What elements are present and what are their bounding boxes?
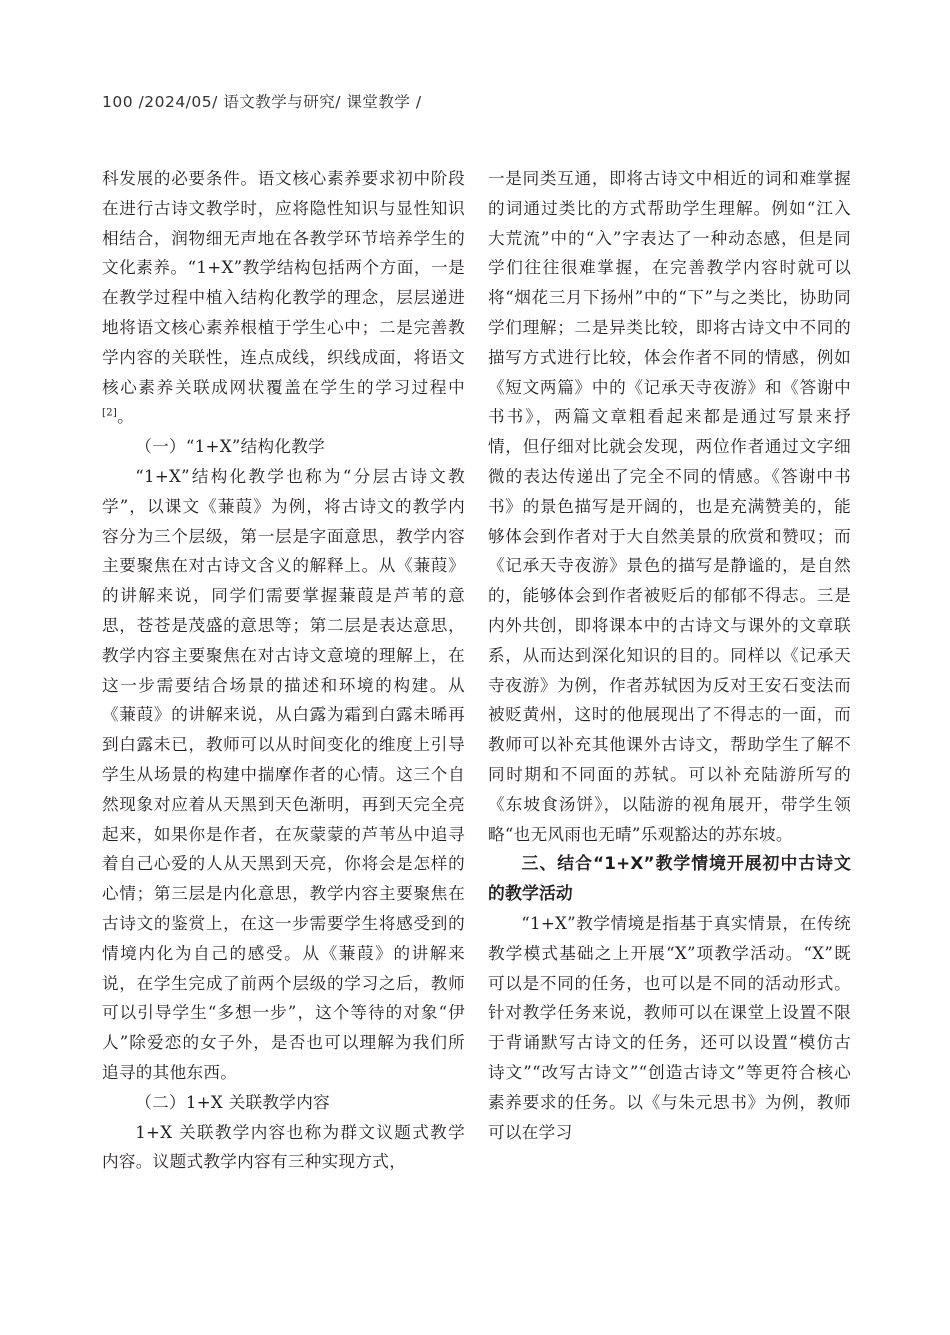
paragraph-text: 科发展的必要条件。语文核心素养要求初中阶段在进行古诗文教学时，应将隐性知识与显性知识相结合，润物细无声地在各教学环节培养学生的文化素养。“1+X”教学结构包括两个方面，一是在教学过程中植入结构化教学的理念，层层递进地将语文核心素养根植于学生心中；二是完善教学内容的关联性，连点成线，织线成面，将语文核心素养关联成网状覆盖在学生的学习过程中 (102, 169, 465, 397)
right-column (488, 164, 851, 1147)
paragraph-related-content: 1+X 关联教学内容也称为群文议题式教学内容。议题式教学内容有三种实现方式， (102, 1122, 465, 1172)
citation: [2] (102, 407, 118, 419)
running-head: 100 /2024/05/ 语文教学与研究/ 课堂教学 / (102, 93, 422, 111)
left-column (102, 164, 465, 1177)
paragraph-three-methods: 一是同类互通，即将古诗文中相近的词和难掌握的词通过类比的方式帮助学生理解。例如“江入大荒流”中的“入”字表达了一种动态感，但是同学们往往很难掌握，在完善教学内容时就可以将“烟花三月下扬州”中的“下”与之类比，协助同学们理解；二是异类比较，即将古诗文中不同的描写方式进行比较，体会作者不同的情感，例如《短文两篇》中的《记承天寺夜游》和《答谢中书书》，两篇文章粗看起来都是通过写景来抒情，但仔细对比就会发现，两位作者通过文字细微的表达传递出了完全不同的情感。《答谢中书书》的景色描写是开阔的，也是充满赞美的，能够体会到作者对于大自然美景的欣赏和赞叹；而《记承天寺夜游》景色的描写是静谧的，是自然的，能够体会到作者被贬后的郁郁不得志。三是内外共创，即将课本中的古诗文与课外的文章联系，从而达到深化知识的目的。同样以《记承天寺夜游》为例，作者苏轼因为反对王安石变法而被贬黄州，这时的他展现出了不得志的一面，而教师可以补充其他课外古诗文，帮助学生了解不同时期和不同面的苏轼。可以补充陆游所写的《东坡食汤饼》，以陆游的视角展开，带学生领略“也无风雨也无晴”乐观豁达的苏东坡。 (488, 169, 851, 844)
paragraph-end: 。 (117, 407, 134, 427)
section-heading-3: 三、结合“1+X”教学情境开展初中古诗文的教学活动 (488, 853, 851, 904)
paragraph-teaching-context: “1+X”教学情境是指基于真实情景，在传统教学模式基础之上开展“X”项教学活动。“X”既可以是不同的任务，也可以是不同的活动形式。针对教学任务来说，教师可以在课堂上设置不限于背诵默写古诗文的任务，还可以设置“模仿古诗文”“改写古诗文”“创造古诗文”等更符合核心素养要求的任务。以《与朱元思书》为例，教师可以在学习 (488, 913, 851, 1142)
subheading-structured-teaching: （一）“1+X”结构化教学 (135, 437, 326, 457)
subheading-related-content: （二）1+X 关联教学内容 (135, 1092, 330, 1112)
paragraph-structured-teaching: “1+X”结构化教学也称为“分层古诗文教学”，以课文《蒹葭》为例，将古诗文的教学内容分为三个层级，第一层是字面意思，教学内容主要聚焦在对古诗文含义的解释上。从《蒹葭》的讲解来说，同学们需要掌握蒹葭是芦苇的意思，苍苍是茂盛的意思等；第二层是表达意思，教学内容主要聚焦在对古诗文意境的理解上，在这一步需要结合场景的描述和环境的构建。从《蒹葭》的讲解来说，从白露为霜到白露未晞再到白露未已，教师可以从时间变化的维度上引导学生从场景的构建中揣摩作者的心情。这三个自然现象对应着从天黑到天色渐明，再到天完全亮起来，如果你是作者，在灰蒙蒙的芦苇丛中追寻着自己心爱的人从天黑到天亮，你将会是怎样的心情；第三层是内化意思，教学内容主要聚焦在古诗文的鉴赏上，在这一步需要学生将感受到的情境内化为自己的感受。从《蒹葭》的讲解来说，在学生完成了前两个层级的学习之后，教师可以引导学生“多想一步”，这个等待的对象“伊人”除爱恋的女子外，是否也可以理解为我们所追寻的其他东西。 (102, 466, 465, 1082)
paragraph-continued (102, 164, 465, 432)
